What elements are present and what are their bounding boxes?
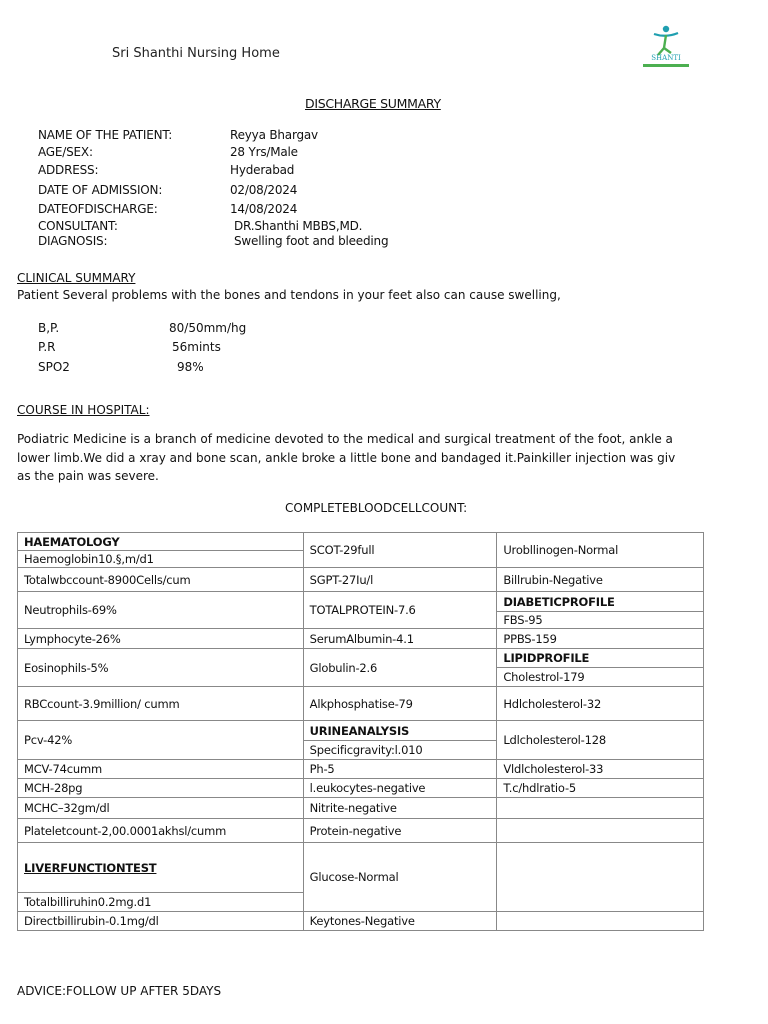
pcv-cell: Pcv-42% (18, 721, 304, 760)
course-line-2: lower limb.We did a xray and bone scan, ankle broke a little bone and bandaged it.Painkiller injection was giv (17, 451, 676, 465)
vital-pr-label: P.R (38, 340, 56, 354)
consultant-value: DR.Shanthi MBBS,MD. (234, 219, 363, 233)
mcv-cell: MCV-74cumm (18, 760, 304, 779)
lipid-profile-header: LIPIDPROFILE (497, 649, 704, 668)
mch-cell: MCH-28pg (18, 779, 304, 798)
course-line-3: as the pain was severe. (17, 469, 159, 483)
neutrophils-cell: Neutrophils-69% (18, 592, 304, 629)
empty-cell (497, 843, 704, 912)
total-protein-cell: TOTALPROTEIN-7.6 (303, 592, 497, 629)
diabetic-profile-header: DIABETICPROFILE (497, 592, 704, 612)
mchc-cell: MCHC–32gm/dl (18, 798, 304, 819)
diagnosis-value: Swelling foot and bleeding (234, 234, 389, 248)
lab-results-table (17, 532, 704, 931)
rbc-cell: RBCcount-3.9million/ cumm (18, 687, 304, 721)
scot-cell: SCOT-29full (303, 533, 497, 568)
urobilinogen-cell: Urobllinogen-Normal (497, 533, 704, 568)
specific-gravity-cell: Specificgravity:l.010 (303, 741, 497, 760)
fbs-cell: FBS-95 (497, 612, 704, 629)
urine-protein-cell: Protein-negative (303, 819, 497, 843)
eosinophils-cell: Eosinophils-5% (18, 649, 304, 687)
sgpt-cell: SGPT-27Iu/l (303, 568, 497, 592)
consultant-label: CONSULTANT: (38, 219, 118, 233)
nitrite-cell: Nitrite-negative (303, 798, 497, 819)
discharge-date-value: 14/08/2024 (230, 202, 298, 216)
platelet-cell: Plateletcount-2,00.0001akhsl/cumm (18, 819, 304, 843)
diagnosis-label: DIAGNOSIS: (38, 234, 108, 248)
ldl-cell: Ldlcholesterol-128 (497, 721, 704, 760)
age-sex-value: 28 Yrs/Male (230, 145, 298, 159)
bilirubin-cell: Billrubin-Negative (497, 568, 704, 592)
ketones-cell: Keytones-Negative (303, 912, 497, 931)
empty-cell (497, 912, 704, 931)
logo-text: SHANTI (651, 54, 681, 62)
admission-date-label: DATE OF ADMISSION: (38, 183, 163, 197)
clinical-summary-heading: CLINICAL SUMMARY (17, 271, 136, 285)
empty-cell (497, 798, 704, 819)
leukocytes-cell: l.eukocytes-negative (303, 779, 497, 798)
vital-bp-label: B,P. (38, 321, 60, 335)
hospital-name: Sri Shanthi Nursing Home (112, 46, 280, 61)
age-sex-label: AGE/SEX: (38, 145, 93, 159)
vital-pr-value: 56mints (172, 340, 221, 354)
patient-name-label: NAME OF THE PATIENT: (38, 128, 173, 142)
albumin-cell: SerumAlbumin-4.1 (303, 629, 497, 649)
patient-name-value: Reyya Bhargav (230, 128, 318, 142)
tc-hdl-ratio-cell: T.c/hdlratio-5 (497, 779, 704, 798)
vldl-cell: Vldlcholesterol-33 (497, 760, 704, 779)
hdl-cell: Hdlcholesterol-32 (497, 687, 704, 721)
ppbs-cell: PPBS-159 (497, 629, 704, 649)
advice-text: ADVICE:FOLLOW UP AFTER 5DAYS (17, 984, 222, 998)
course-line-1: Podiatric Medicine is a branch of medicine devoted to the medical and surgical treatment of the foot, ankle a (17, 432, 673, 446)
logo-underline (643, 64, 689, 67)
wbc-cell: Totalwbccount-8900Cells/cum (18, 568, 304, 592)
direct-bilirubin-cell: Directbillirubin-0.1mg/dl (18, 912, 304, 931)
page-title: DISCHARGE SUMMARY (305, 96, 441, 111)
admission-date-value: 02/08/2024 (230, 183, 298, 197)
alk-phosphatase-cell: Alkphosphatise-79 (303, 687, 497, 721)
cholesterol-cell: Cholestrol-179 (497, 668, 704, 687)
liver-function-header: LIVERFUNCTIONTEST (18, 843, 304, 893)
vital-spo2-label: SPO2 (38, 360, 70, 374)
lymphocyte-cell: Lymphocyte-26% (18, 629, 304, 649)
haematology-header: HAEMATOLOGY (18, 533, 304, 551)
address-value: Hyderabad (230, 163, 295, 177)
urine-analysis-header: URINEANALYSIS (303, 721, 497, 741)
discharge-date-label: DATEOFDISCHARGE: (38, 202, 158, 216)
cbc-heading: COMPLETEBLOODCELLCOUNT: (285, 501, 468, 515)
glucose-cell: Glucose-Normal (303, 843, 497, 912)
address-label: ADDRESS: (38, 163, 99, 177)
vital-bp-value: 80/50mm/hg (169, 321, 247, 335)
clinical-summary-text: Patient Several problems with the bones and tendons in your feet also can cause swelling, (17, 288, 561, 302)
globulin-cell: Globulin-2.6 (303, 649, 497, 687)
haemoglobin-cell: Haemoglobin10.§,m/d1 (18, 551, 304, 568)
course-heading: COURSE IN HOSPITAL: (17, 403, 150, 417)
empty-cell (497, 819, 704, 843)
vital-spo2-value: 98% (177, 360, 204, 374)
ph-cell: Ph-5 (303, 760, 497, 779)
total-bilirubin-cell: Totalbilliruhin0.2mg.d1 (18, 893, 304, 912)
